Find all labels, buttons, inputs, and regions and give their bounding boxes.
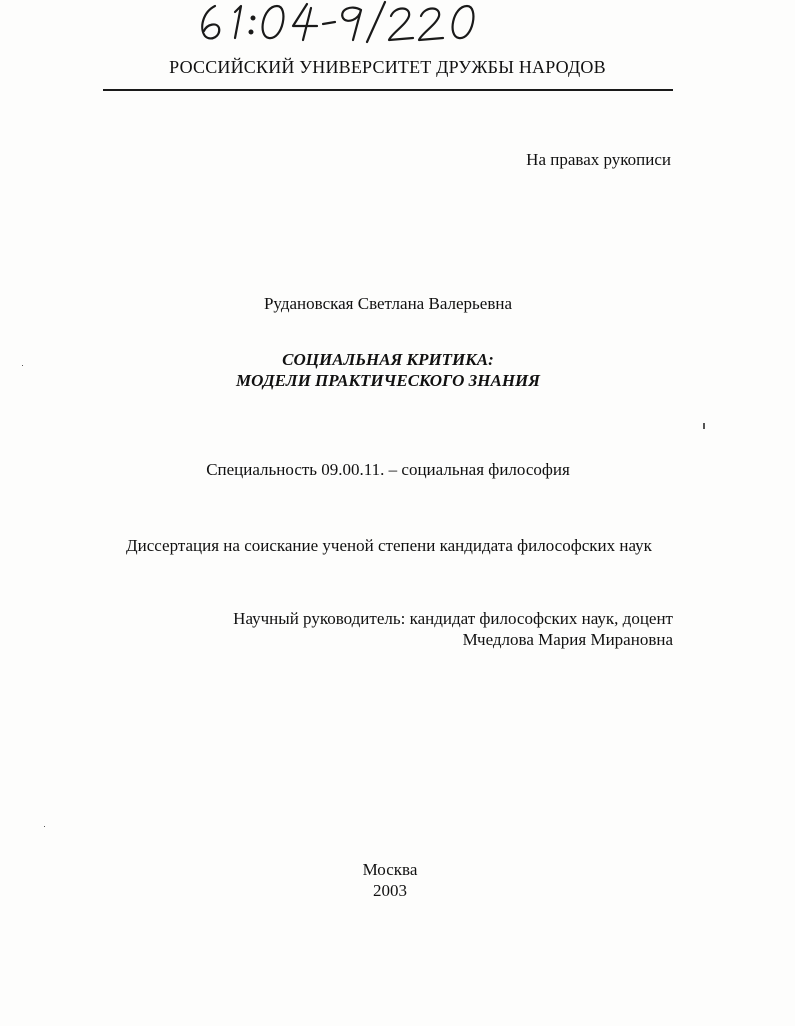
scientific-supervisor [233, 608, 673, 650]
title-line-1: СОЦИАЛЬНАЯ КРИТИКА: [282, 350, 494, 369]
specialty: Специальность 09.00.11. – социальная философия [206, 460, 570, 479]
author-name: Рудановская Светлана Валерьевна [263, 294, 513, 313]
handwritten-stamp-drawing [195, 0, 495, 45]
place-and-year [0, 859, 780, 901]
city: Москва [362, 860, 418, 879]
scan-speck [703, 423, 705, 429]
year: 2003 [373, 881, 407, 900]
degree-statement: Диссертация на соискание ученой степени кандидата философских наук [126, 536, 652, 555]
university-name: РОССИЙСКИЙ УНИВЕРСИТЕТ ДРУЖБЫ НАРОДОВ [169, 57, 606, 77]
dissertation-title [0, 349, 776, 391]
supervisor-name: Мчедлова Мария Мирановна [462, 630, 673, 649]
title-line-2: МОДЕЛИ ПРАКТИЧЕСКОГО ЗНАНИЯ [236, 371, 540, 390]
supervisor-title: Научный руководитель: кандидат философских наук, доцент [233, 609, 673, 628]
handwritten-catalog-stamp [195, 0, 495, 45]
header-divider [103, 89, 673, 91]
rights-note: На правах рукописи [526, 150, 671, 169]
scan-speck [44, 826, 45, 827]
scan-speck [22, 365, 23, 366]
